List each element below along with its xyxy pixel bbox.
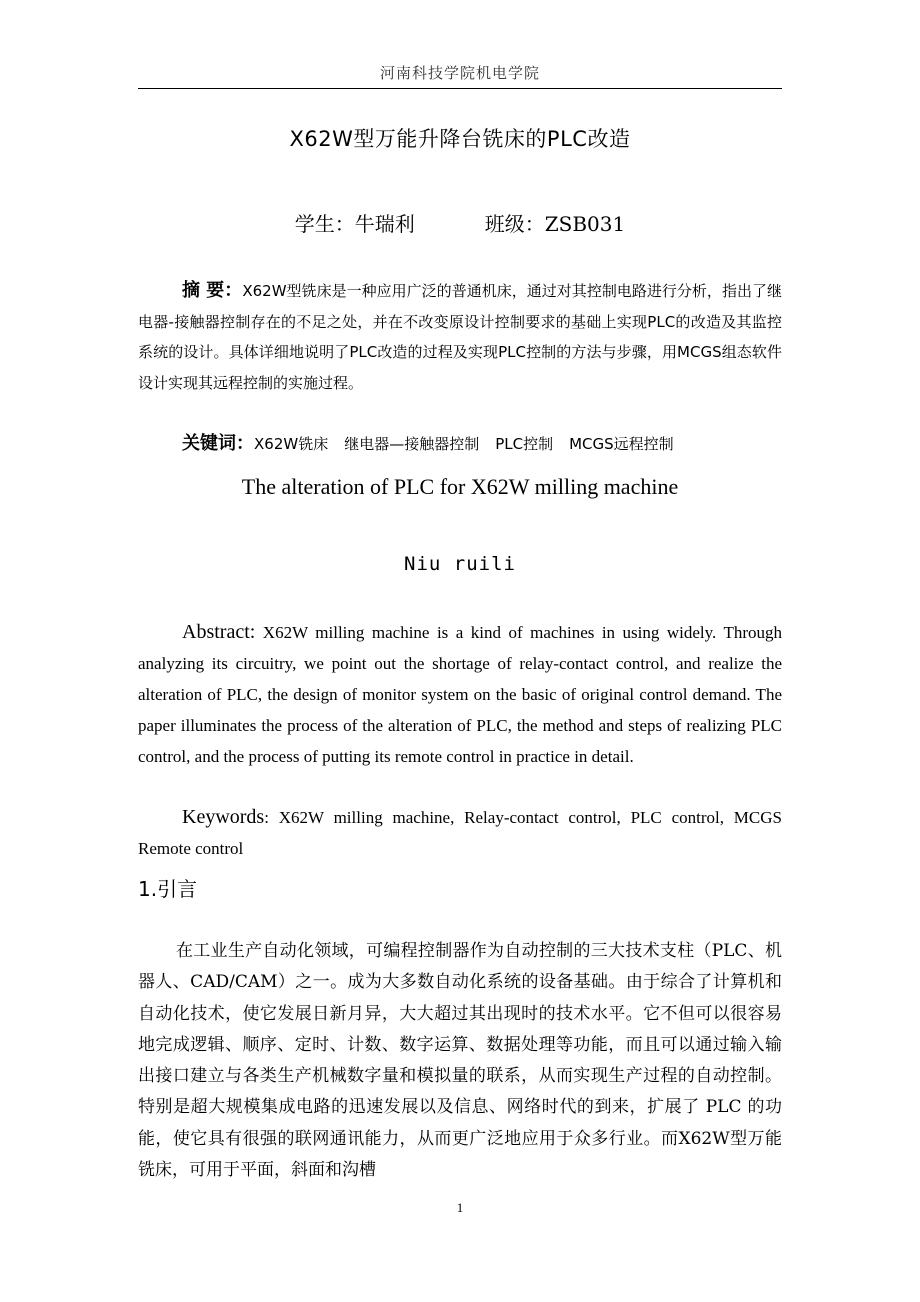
english-keywords-label: Keywords — [182, 806, 265, 828]
chinese-keyword: PLC控制 — [495, 435, 554, 453]
section-heading-introduction: 1.引言 — [138, 877, 198, 901]
chinese-keyword: 继电器—接触器控制 — [344, 435, 480, 453]
author-byline — [138, 208, 782, 237]
english-keywords — [138, 802, 782, 864]
english-abstract — [138, 617, 782, 772]
page-number: 1 — [456, 1200, 464, 1215]
chinese-keyword: MCGS远程控制 — [569, 435, 674, 453]
chinese-abstract-text: X62W型铣床是一种应用广泛的普通机床，通过对其控制电路进行分析，指出了继电器-接触器控制存在的不足之处，并在不改变原设计控制要求的基础上实现PLC的改造及其监控系统的设计。具体详细地说明了PLC改造的过程及实现PLC控制的方法与步骤，用MCGS组态软件设计实现其远程控制的实施过程。 — [138, 282, 782, 392]
class-id: 班级：ZSB031 — [484, 212, 626, 236]
english-abstract-text: X62W milling machine is a kind of machines in using widely. Through analyzing its circuitry, we point out the shortage of relay-contact control, and realize the alteration of PLC, the design of monitor system on the basic of original control demand. The paper illuminates the process of the alteration of PLC, the method and steps of realizing PLC control, and the process of putting its remote control in practice in detail. — [138, 623, 782, 766]
student-name: 学生：牛瑞利 — [294, 212, 415, 236]
chinese-keywords — [182, 429, 782, 455]
english-title: The alteration of PLC for X62W milling machine — [241, 474, 679, 499]
paper-title: X62W型万能升降台铣床的PLC改造 — [289, 127, 631, 151]
chinese-abstract — [138, 276, 782, 398]
english-keywords-text: : X62W milling machine, Relay-contact control, PLC control, MCGS Remote control — [138, 808, 782, 858]
header-rule — [138, 88, 782, 89]
english-author: Niu ruili — [404, 553, 516, 575]
chinese-abstract-label: 摘 要： — [182, 280, 243, 301]
introduction-paragraph: 在工业生产自动化领域，可编程控制器作为自动控制的三大技术支柱（PLC、机器人、CAD/CAM）之一。成为大多数自动化系统的设备基础。由于综合了计算机和自动化技术，使它发展日新月异，大大超过其出现时的技术水平。它不但可以很容易地完成逻辑、顺序、定时、计数、数字运算、数据处理等功能，而且可以通过输入输出接口建立与各类生产机械数字量和模拟量的联系，从而实现生产过程的自动控制。特别是超大规模集成电路的迅速发展以及信息、网络时代的到来，扩展了 PLC 的功能，使它具有很强的联网通讯能力，从而更广泛地应用于众多行业。而X62W型万能铣床，可用于平面，斜面和沟槽 — [138, 941, 782, 1181]
english-abstract-label: Abstract: — [182, 621, 256, 643]
chinese-keywords-label: 关键词： — [182, 433, 254, 454]
chinese-keyword: X62W铣床 — [254, 435, 329, 453]
running-header: 河南科技学院机电学院 — [379, 64, 540, 82]
